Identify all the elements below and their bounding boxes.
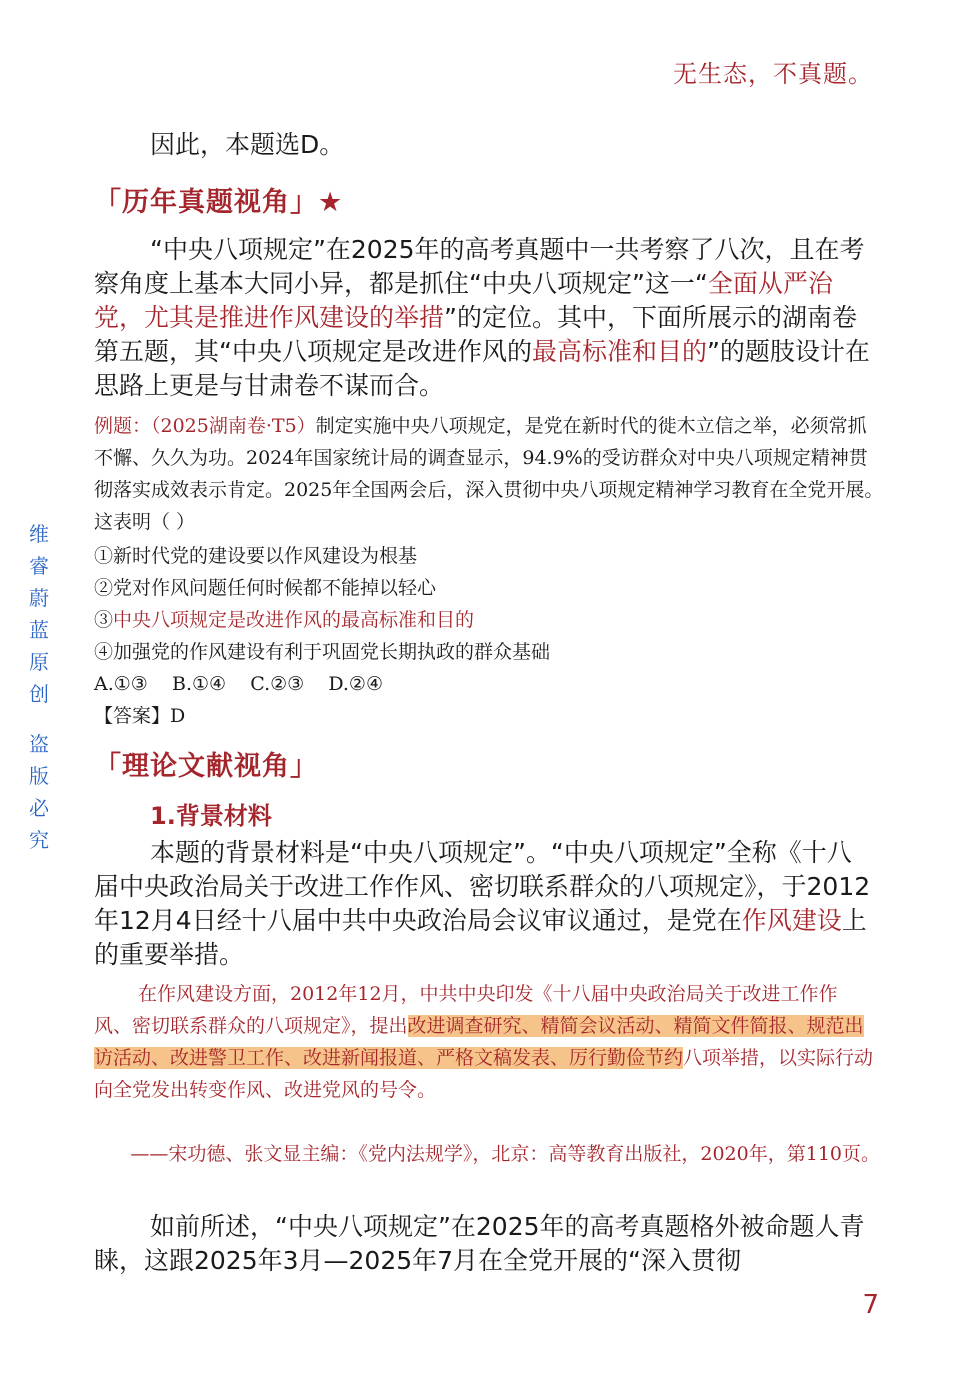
text-run: 在作风建设方面，2012年12月，中共中央印发《十八届中央政治局关于改进工作作风、密切联系群众的八项规定》，提出 [94,983,838,1037]
answer-choices: A.①③ B.①④ C.②③ D.②④ [94,673,383,695]
text-run: 八项举措，以实际行动向全党发出转变作风、改进党风的号令。 [94,1047,874,1101]
watermark-char: 睿 [29,554,49,578]
text-run: “中央八项规定”在2025年的高考真题中一共考察了八次，且在考察角度上基本大同小异，都是抓住“中央八项规定”这一“ [94,235,865,298]
section-title-past-exams: 「历年真题视角」★ [94,187,344,218]
header-slogan: 无生态，不真题。 [673,60,873,88]
highlighted-text: 改进调查研究、精简会议活动、精简文件简报、规范出访活动、改进警卫工作、改进新闻报道、严格文稿发表、厉行勤俭节约 [94,1015,864,1069]
watermark-char: 原 [29,650,49,674]
answer-key: 【答案】D [94,705,186,727]
page-number: 7 [862,1290,879,1320]
closing-paragraph: 如前所述，“中央八项规定”在2025年的高考真题格外被命题人青睐，这跟2025年3月—2025年7月在全党开展的“深入贯彻 [94,1212,865,1275]
emphasis-text: 作风建设 [741,906,842,935]
option-2: ②党对作风问题任何时候都不能掉以轻心 [94,577,437,599]
quote-source: ——宋功德、张文显主编：《党内法规学》，北京：高等教育出版社，2020年，第110页。 [130,1143,880,1165]
subsection-title: 1.背景材料 [150,802,272,830]
example-stem-text: 制定实施中央八项规定，是党在新时代的徙木立信之举，必须常抓不懈、久久为功。2024年国家统计局的调查显示，94.9%的受访群众对中央八项规定精神贯彻落实成效表示肯定。2025年全国两会后，深入贯彻中央八项规定精神学习教育在全党开展。这表明（ ） [94,415,884,533]
watermark-char: 维 [29,522,49,546]
text-run: 本题的背景材料是“中央八项规定”。“中央八项规定”全称《十八届中央政治局关于改进工作作风、密切联系群众的八项规定》，于2012年12月4日经十八届中共中央政治局会议审议通过，是党在 [94,838,871,935]
watermark-char: 创 [29,682,49,706]
option-3-text: 中央八项规定是改进作风的最高标准和目的 [113,609,475,631]
text-run: ”的题肢设计在思路上更是与甘肃卷不谋而合。 [94,337,870,400]
option-1: ①新时代党的建设要以作风建设为根基 [94,545,418,567]
emphasis-text: 最高标准和目的 [531,337,707,366]
watermark-char: 蔚 [29,586,49,610]
conclusion-line: 因此，本题选D。 [150,130,345,159]
text-run: ”的定位。其中，下面所展示的湖南卷第五题，其“中央八项规定是改进作风的 [94,303,857,366]
background-paragraph [94,836,874,972]
watermark-char: 必 [29,796,49,820]
option-4: ④加强党的作风建设有利于巩固党长期执政的群众基础 [94,641,551,663]
watermark-char: 盗 [29,732,49,756]
emphasis-text: 全面从严治党，尤其是推进作风建设的举措 [94,269,833,332]
example-question-stem [94,410,884,538]
analysis-paragraph [94,233,874,403]
watermark-vertical [26,518,52,856]
option-3 [94,604,474,636]
watermark-char: 版 [29,764,49,788]
option-3-number: ③ [94,609,114,631]
watermark-char: 蓝 [29,618,49,642]
watermark-char: 究 [29,828,49,852]
section-title-theory: 「理论文献视角」 [94,751,318,782]
quoted-excerpt [94,978,874,1106]
text-run: 上的重要举措。 [94,906,867,969]
example-label: 例题：（2025湖南卷·T5） [94,415,316,437]
